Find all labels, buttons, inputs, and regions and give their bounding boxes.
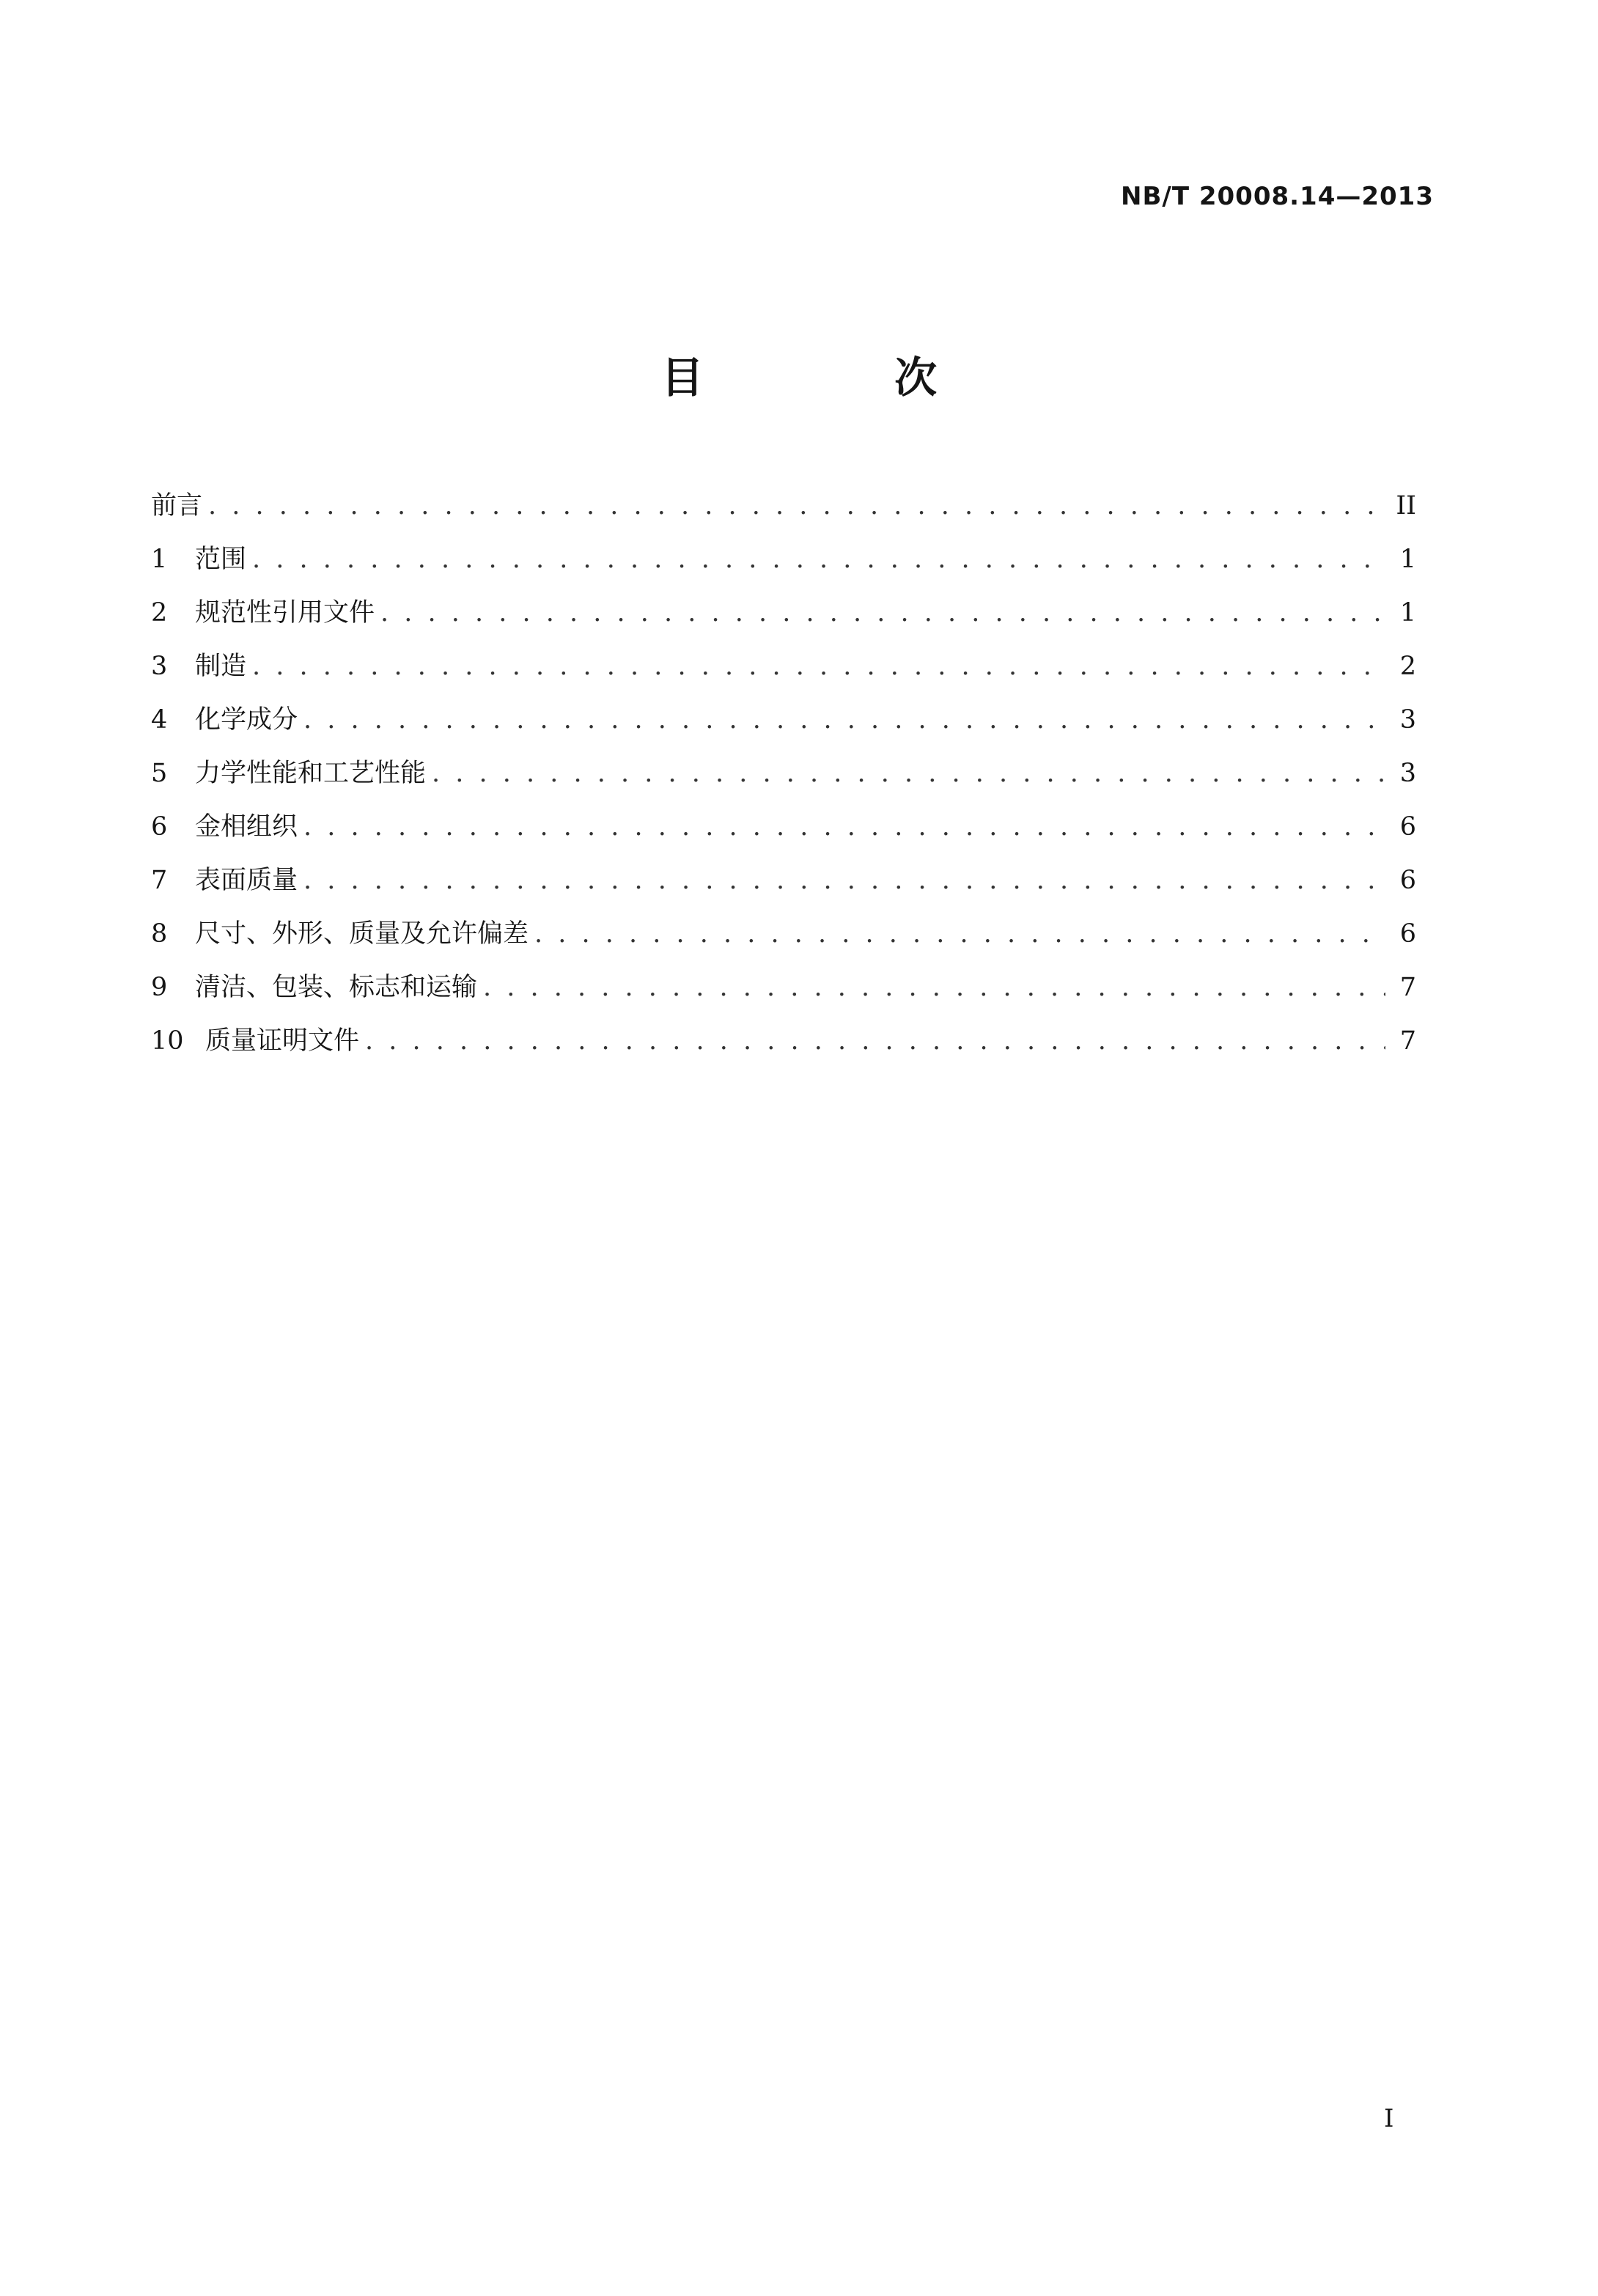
dot-leader [208, 479, 1385, 533]
toc-entry-number: 4 [151, 705, 168, 735]
toc-entry-label: 前言 [151, 491, 203, 520]
toc-entry-number: 10 [151, 1026, 184, 1056]
dot-leader [365, 1015, 1385, 1068]
toc-entry-number: 1 [151, 545, 168, 574]
toc-entry-label: 清洁、包装、标志和运输 [195, 973, 478, 1002]
table-of-contents [151, 479, 1416, 1068]
toc-entry-page: 1 [1399, 545, 1416, 574]
dot-leader [303, 693, 1385, 747]
dot-leader [483, 961, 1385, 1015]
toc-entry-9[interactable] [151, 961, 1416, 1015]
toc-entry-page: 2 [1399, 652, 1416, 681]
toc-entry-page: II [1396, 491, 1416, 520]
toc-entry-10[interactable] [151, 1015, 1416, 1068]
dot-leader [303, 801, 1385, 854]
toc-entry-label: 表面质量 [195, 866, 298, 895]
toc-entry-2[interactable] [151, 586, 1416, 640]
toc-entry-label: 化学成分 [195, 705, 298, 735]
toc-entry-number: 2 [151, 598, 168, 628]
toc-entry-page: 1 [1399, 598, 1416, 628]
toc-entry-3[interactable] [151, 640, 1416, 693]
toc-entry-5[interactable] [151, 747, 1416, 801]
toc-entry-foreword[interactable] [151, 479, 1416, 533]
toc-entry-page: 6 [1399, 919, 1416, 949]
dot-leader [380, 586, 1385, 640]
toc-entry-label: 范围 [195, 545, 247, 574]
toc-entry-number: 9 [151, 973, 168, 1002]
toc-entry-6[interactable] [151, 801, 1416, 854]
dot-leader [303, 854, 1385, 908]
toc-entry-number: 3 [151, 652, 168, 681]
toc-entry-label: 制造 [195, 652, 247, 681]
toc-entry-8[interactable] [151, 908, 1416, 961]
dot-leader [252, 533, 1385, 586]
toc-entry-label: 质量证明文件 [205, 1026, 360, 1056]
toc-entry-number: 6 [151, 812, 168, 842]
toc-entry-7[interactable] [151, 854, 1416, 908]
dot-leader [252, 640, 1385, 693]
toc-entry-page: 6 [1399, 866, 1416, 895]
toc-entry-label: 力学性能和工艺性能 [195, 759, 427, 788]
toc-entry-label: 金相组织 [195, 812, 298, 842]
toc-entry-page: 7 [1399, 973, 1416, 1002]
dot-leader [432, 747, 1385, 801]
toc-title: 目 次 [660, 353, 1026, 402]
toc-entry-number: 7 [151, 866, 168, 895]
dot-leader [534, 908, 1385, 961]
toc-entry-label: 规范性引用文件 [195, 598, 375, 628]
standard-code: NB/T 20008.14—2013 [1121, 182, 1434, 211]
toc-entry-page: 3 [1399, 705, 1416, 735]
toc-entry-page: 6 [1399, 812, 1416, 842]
page-number: I [1384, 2104, 1394, 2133]
toc-entry-number: 5 [151, 759, 168, 788]
toc-entry-number: 8 [151, 919, 168, 949]
toc-entry-label: 尺寸、外形、质量及允许偏差 [195, 919, 529, 949]
toc-entry-page: 3 [1399, 759, 1416, 788]
toc-entry-1[interactable] [151, 533, 1416, 586]
toc-entry-4[interactable] [151, 693, 1416, 747]
toc-entry-page: 7 [1399, 1026, 1416, 1056]
